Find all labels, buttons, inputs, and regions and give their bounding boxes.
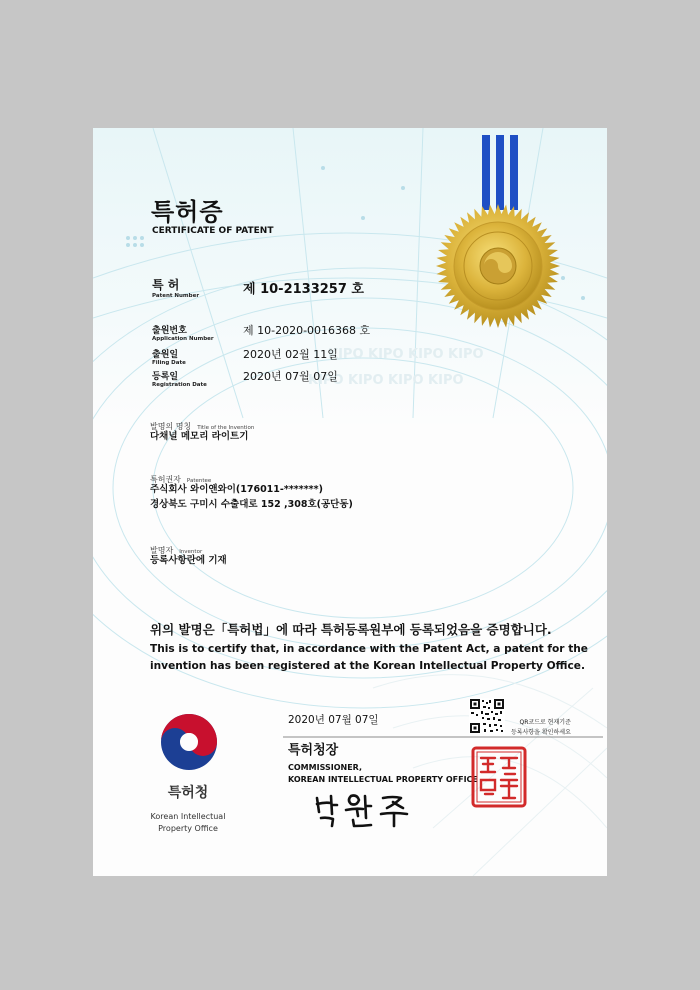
certificate-title: 특허증 [151,198,224,226]
qr-code-icon[interactable] [469,698,505,734]
patentee-address: 경상북도 구미시 수출대로 152 ,308호(공단동) [150,499,353,510]
commissioner-signature [313,790,423,830]
gold-seal-icon [436,204,560,328]
patentee-label: 특허권자 Patentee [150,475,212,484]
qr-instruction: QR코드로 현재기준 등록사항을 확인하세요 [511,719,571,736]
office-name-en: Korean Intellectual Property Office [150,812,226,833]
certification-text-en: This is to certify that, in accordance with the Patent Act, a patent for the invention has been registered at the Korean Intellectual Property Office. [150,643,588,672]
certification-text-ko: 위의 발명은「특허법」에 따라 특허등록원부에 등록되었음을 증명합니다. [150,622,552,637]
registration-date-value: 2020년 07월 07일 [243,370,338,383]
ribbon-icon [482,135,518,210]
watermark-kipo: KIPO KIPO KIPO KIPO [328,347,484,362]
inventor-label: 발명자 Inventor [150,546,203,555]
issuer-title-en: COMMISSIONER, KOREAN INTELLECTUAL PROPERTY OFFICE [288,763,478,784]
patentee-name: 주식회사 와이앤와이(176011-*******) [150,484,323,495]
application-number-value: 제 10-2020-0016368 호 [243,324,371,337]
patent-number-label: 특 허 Patent Number [152,278,200,299]
invention-label: 발명의 명칭 Title of the Invention [150,422,255,431]
invention-title: 다채널 메모리 라이트기 [150,431,249,442]
certificate-page [93,128,607,876]
certificate-subtitle: CERTIFICATE OF PATENT [152,226,274,236]
svg-text:KIPO KIPO KIPO KIPO: KIPO KIPO KIPO KIPO [308,373,464,388]
filing-date-label: 출원일 Filing Date [152,350,186,366]
inventor-value: 등록사항란에 기재 [150,555,227,566]
registration-date-label: 등록일 Registration Date [152,372,207,388]
application-number-label: 출원번호 Application Number [152,326,214,342]
official-seal-stamp-icon [471,746,527,808]
kipo-taegeuk-logo-icon [159,712,219,772]
issuer-title-ko: 특허청장 [288,743,339,758]
filing-date-value: 2020년 02월 11일 [243,348,338,361]
issue-date: 2020년 07월 07일 [288,714,379,726]
patent-number-value: 제 10-2133257 호 [243,282,364,297]
office-name-ko: 특허청 [167,785,209,801]
